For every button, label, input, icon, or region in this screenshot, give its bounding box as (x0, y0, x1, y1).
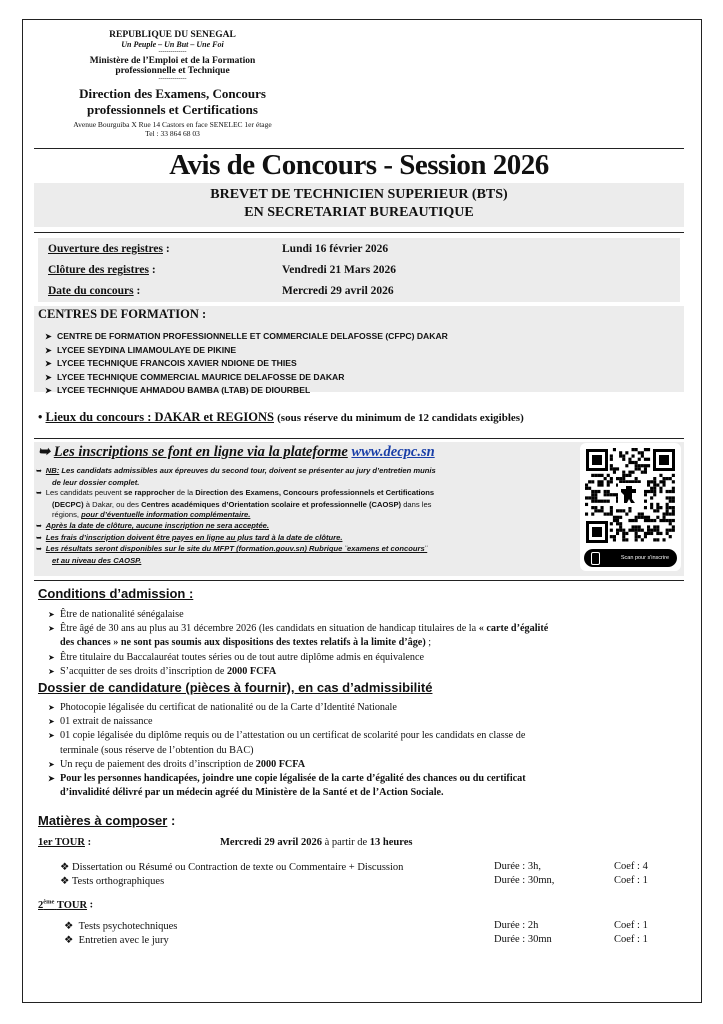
list-item: ➤ LYCEE SEYDINA LIMAMOULAYE DE PIKINE (45, 344, 237, 355)
note-nb-cont: de leur dossier complet. (52, 477, 140, 487)
list-item: ➤ CENTRE DE FORMATION PROFESSIONNELLE ET COMMERCIALE DELAFOSSE (CFPC) DAKAR (45, 331, 448, 341)
centres-heading: CENTRES DE FORMATION : (38, 307, 207, 321)
exam-date: Mercredi 29 avril 2026 (282, 285, 394, 297)
ministry-line2: professionnelle et Technique (115, 66, 230, 76)
subject-row: ❖ Tests psychotechniques (64, 921, 178, 932)
address: Avenue Bourguiba X Rue 14 Castors en face SENELEC 1er étage (73, 120, 272, 129)
direction-line2: professionnels et Certifications (87, 102, 258, 117)
subject-duration: Durée : 30mn, (494, 875, 555, 886)
closing-label: Clôture des registres : (48, 264, 156, 276)
divider (34, 438, 684, 439)
diploma-title: BREVET DE TECHNICIEN SUPERIEUR (BTS) (210, 187, 508, 202)
list-item: ➤ Pour les personnes handicapées, joindre une copie légalisée de la carte d’égalité des chances ou du certificat (48, 773, 526, 785)
subject-duration: Durée : 30mn (494, 934, 552, 945)
note-results: ➥ Les résultats seront disponibles sur le site du MFPT (formation.gouv.sn) Rubrique ¨examens et concours¨ (36, 544, 428, 554)
list-item-cont: d’invalidité délivré par un médecin agréé du Ministère de la Santé et de l’Action Sociale. (60, 787, 444, 799)
subjects-heading: Matières à composer : (38, 813, 176, 828)
scan-button[interactable]: Scan pour s'inscrire (584, 549, 677, 567)
opening-date: Lundi 16 février 2026 (282, 243, 389, 255)
national-motto: Un Peuple – Un But – Une Foi (121, 40, 224, 49)
telephone: Tel : 33 864 68 03 (145, 129, 200, 138)
separator: -------------- (158, 76, 187, 82)
subject-duration: Durée : 3h, (494, 861, 541, 872)
subject-duration: Durée : 2h (494, 920, 539, 931)
list-item: ➤ 01 extrait de naissance (48, 716, 153, 728)
tour2-label: 2ème TOUR : (38, 898, 94, 911)
inscriptions-heading: ➥ Les inscriptions se font en ligne via la plateforme www.decpc.sn (38, 444, 435, 460)
subject-row: ❖ Entretien avec le jury (64, 935, 169, 946)
closing-date: Vendredi 21 Mars 2026 (282, 264, 397, 276)
note-fees: ➥ Les frais d’inscription doivent être payes en ligne au plus tard à la date de clôture. (36, 532, 343, 542)
list-item-cont: des chances » ne sont pas soumis aux dispositions des textes relatifs à la limite d’âge) ; (60, 637, 432, 649)
subject-coef: Coef : 1 (614, 875, 648, 886)
phone-icon (591, 552, 600, 565)
exam-date-label: Date du concours : (48, 285, 141, 297)
note-results-cont: et au niveau des CAOSP. (52, 555, 142, 565)
qr-code-icon (580, 443, 681, 549)
list-item: ➤ Photocopie légalisée du certificat de nationalité ou de la Carte d’Identité Nationale (48, 702, 397, 713)
list-item: ➤ LYCEE TECHNIQUE AHMADOU BAMBA (LTAB) DE DIOURBEL (45, 385, 311, 396)
letterhead (45, 30, 300, 138)
ministry-line1: Ministère de l’Emploi et de la Formation (89, 56, 256, 66)
list-item: ➤ LYCEE TECHNIQUE COMMERCIAL MAURICE DELAFOSSE DE DAKAR (45, 371, 345, 382)
platform-link[interactable]: www.decpc.sn (351, 444, 435, 460)
list-item: ➤ 01 copie légalisée du diplôme requis ou de l’attestation ou un certificat de scolarité pour les candidats en classe de (48, 730, 526, 742)
list-item: ➤ Être titulaire du Baccalauréat toutes séries ou de tout autre diplôme admis en équivalence (48, 651, 425, 663)
list-item-cont: terminale (sous réserve de l’obtention du BAC) (60, 744, 254, 756)
opening-label: Ouverture des registres : (48, 243, 170, 255)
subject-row: ❖ Dissertation ou Résumé ou Contraction de texte ou Commentaire + Discussion (60, 862, 404, 873)
note-closing: ➥ Après la date de clôture, aucune inscription ne sera acceptée. (36, 520, 270, 530)
list-item: ➤ Un reçu de paiement des droits d’inscription de 2000 FCFA (48, 758, 306, 770)
notice-title: Avis de Concours - Session 2026 (169, 149, 549, 181)
list-item: ➤ Être âgé de 30 ans au plus au 31 décembre 2026 (les candidats en situation de handicap titulaires de la « carte d’égalité (48, 623, 549, 635)
note-contact-cont: (DECPC) à Dakar, ou des Centres académiques d’Orientation scolaire et professionnelle (CAOSP) dans les (52, 499, 432, 509)
note-contact: ➥ Les candidats peuvent se rapprocher de la Direction des Examens, Concours professionnels et Certifications (36, 488, 435, 498)
subject-row: ❖ Tests orthographiques (60, 876, 165, 887)
separator: -------------- (158, 49, 187, 55)
centres-list (45, 330, 448, 398)
divider (34, 580, 684, 581)
list-item: ➤ S’acquitter de ses droits d’inscription de 2000 FCFA (48, 665, 277, 677)
note-contact-cont2: régions, pour d’éventuelle information complémentaire. (52, 510, 251, 520)
dossier-heading: Dossier de candidature (pièces à fournir), en cas d’admissibilité (38, 680, 433, 695)
inscriptions-notes (36, 466, 576, 566)
specialty-title: EN SECRETARIAT BUREAUTIQUE (244, 205, 474, 220)
divider (34, 232, 684, 233)
conditions-list (48, 608, 684, 679)
direction-line1: Direction des Examens, Concours (79, 86, 266, 101)
list-item: ➤ Être de nationalité sénégalaise (48, 609, 184, 620)
exam-locations: • Lieux du concours : DAKAR et REGIONS (sous réserve du minimum de 12 candidats exigibles) (38, 410, 524, 424)
conditions-heading: Conditions d’admission : (38, 586, 194, 601)
subject-coef: Coef : 1 (614, 934, 648, 945)
tour1-datetime: Mercredi 29 avril 2026 à partir de 13 heures (220, 837, 413, 848)
subject-coef: Coef : 4 (614, 861, 648, 872)
republic-title: REPUBLIQUE DU SENEGAL (109, 30, 236, 40)
subject-coef: Coef : 1 (614, 920, 648, 931)
list-item: ➤ LYCEE TECHNIQUE FRANCOIS XAVIER NDIONE DE THIES (45, 358, 297, 369)
dossier-list (48, 701, 684, 800)
note-nb: ➥ NB: Les candidats admissibles aux épreuves du second tour, doivent se présenter au jury d’entretien munis (36, 466, 436, 475)
qr-card[interactable] (580, 443, 681, 571)
tour1-label: 1er TOUR : (38, 837, 92, 848)
